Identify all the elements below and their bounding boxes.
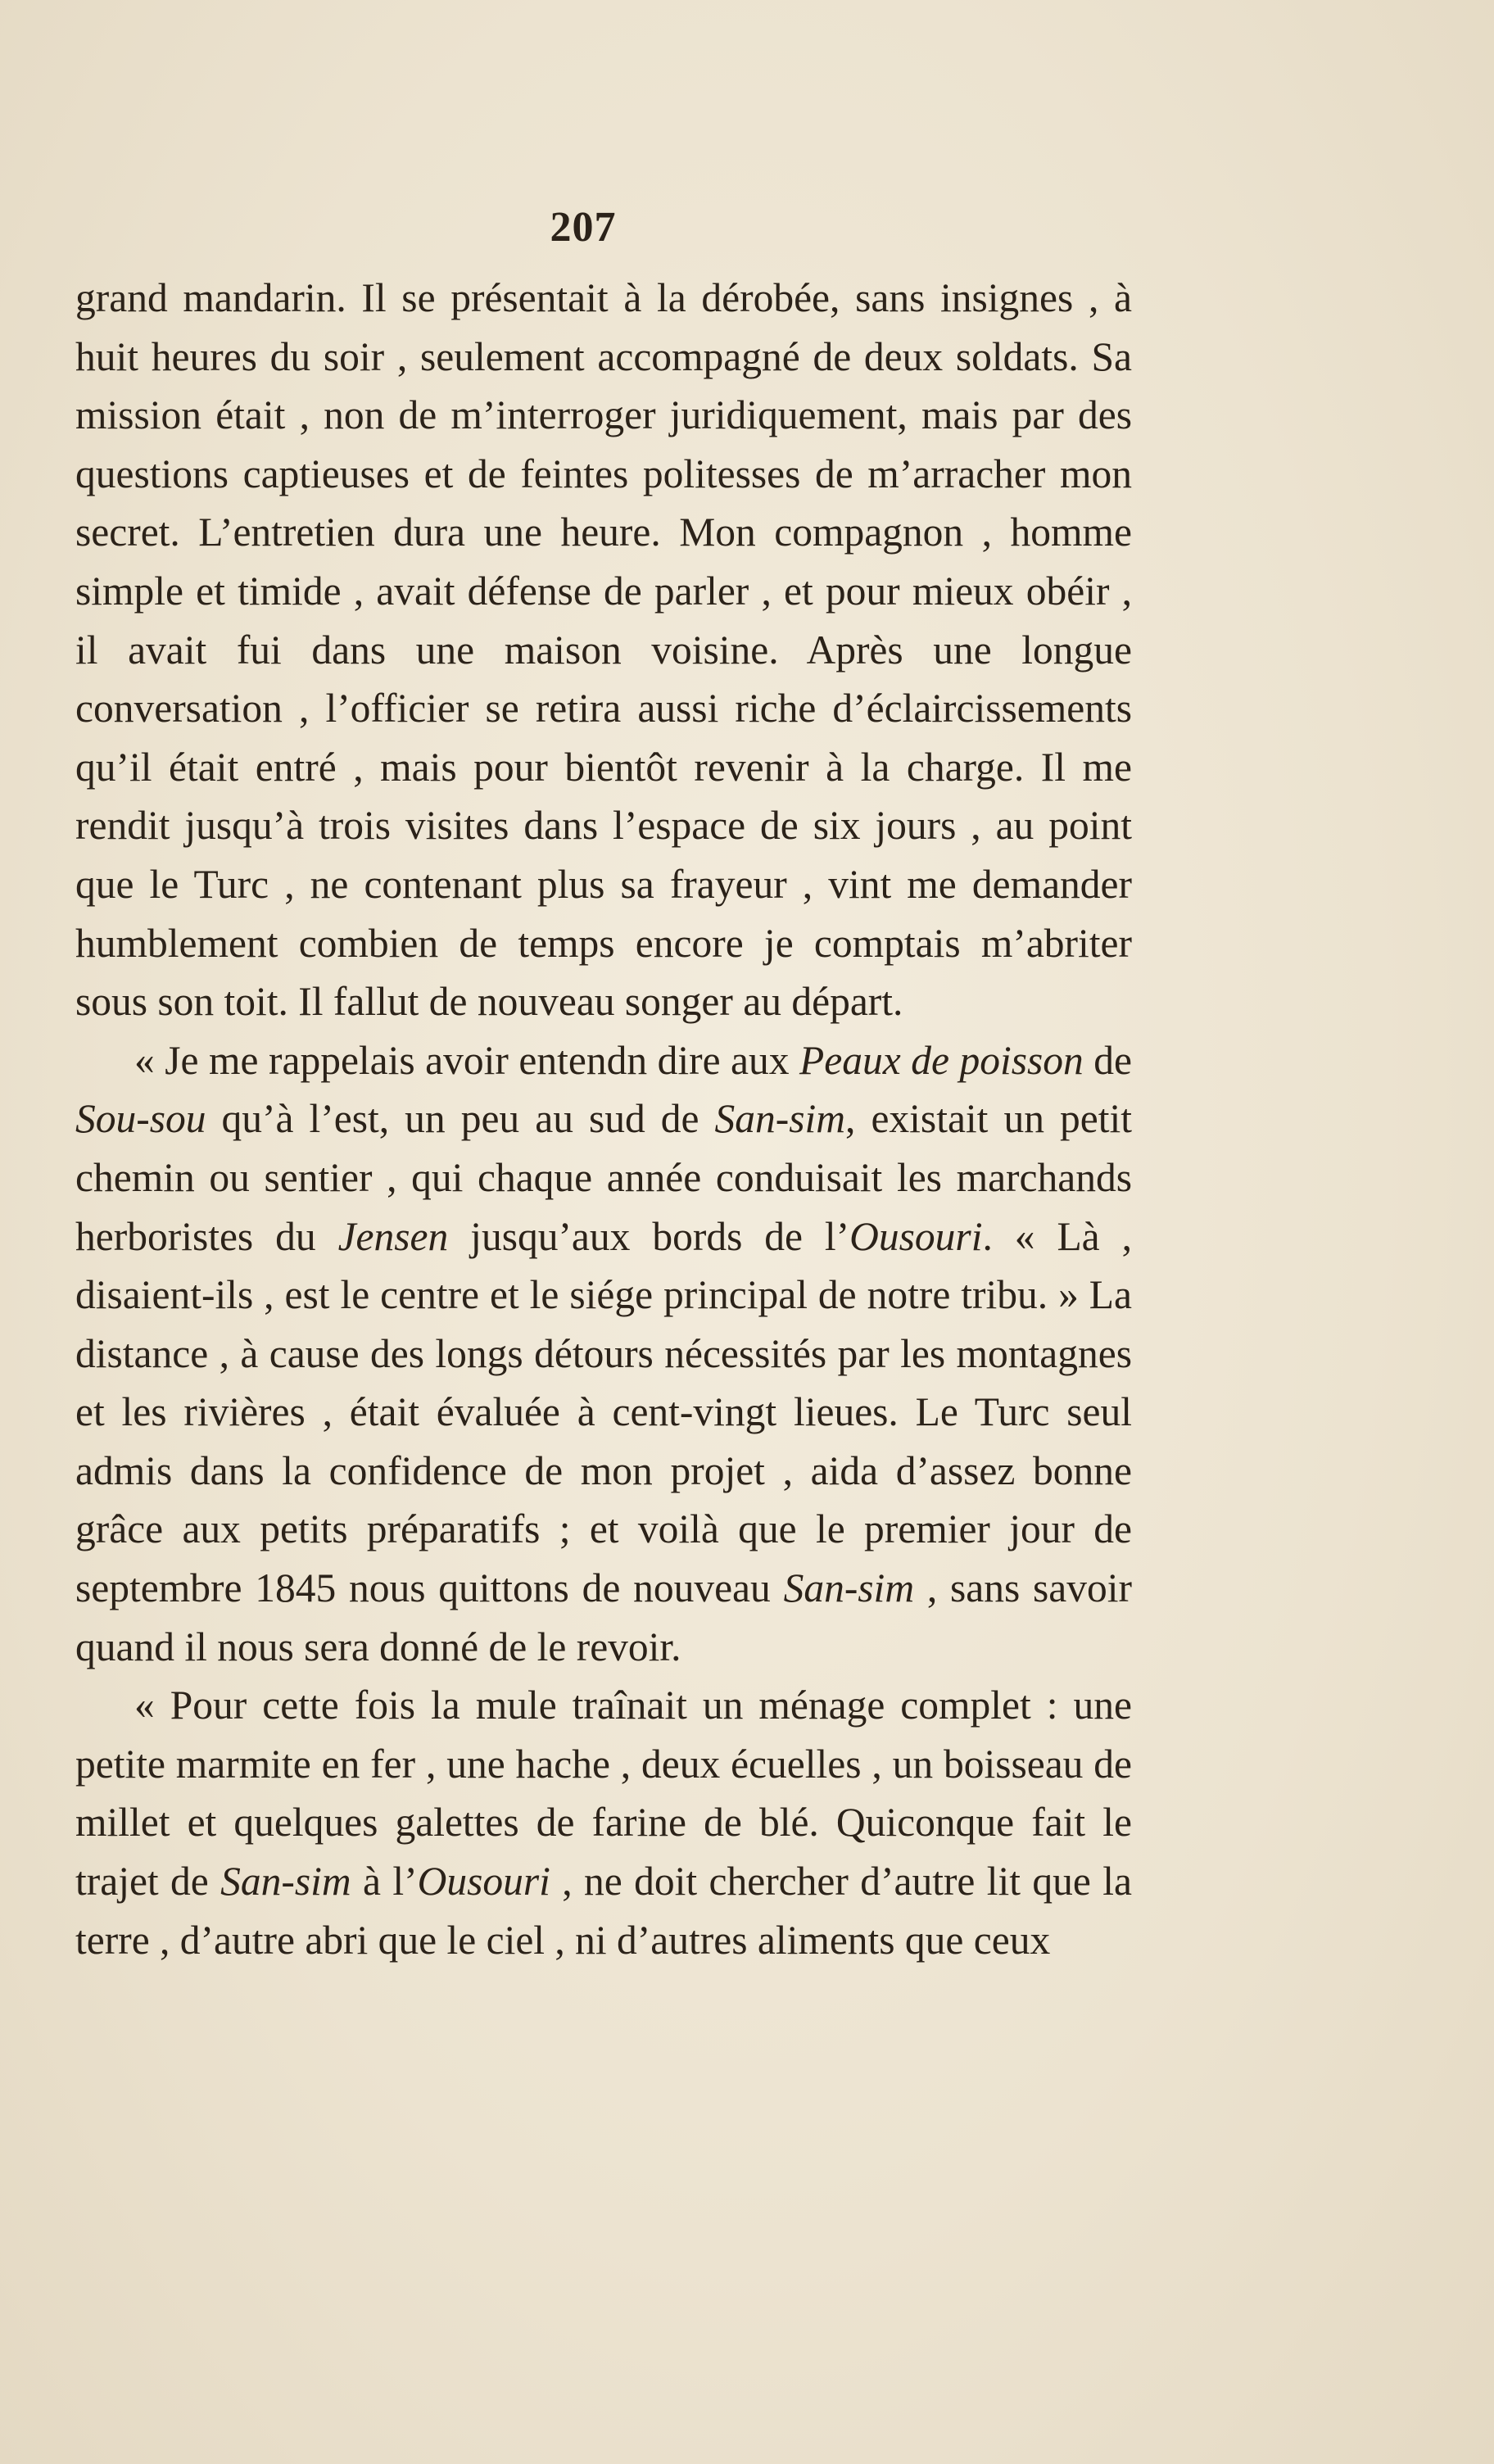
italic-text: Ousouri xyxy=(417,1859,550,1905)
italic-text: San-sim xyxy=(783,1565,915,1611)
text-run: à l’ xyxy=(351,1859,418,1905)
text-run: grand mandarin. Il se présentait à la dérobée, sans insignes , à huit heures du soir , seulement accompagné de deux soldats. Sa mission était , non de m’interroger juridiquement, mais par des questions captieuses et de feintes politesses de m’arracher mon secret. L’entretien dura une heure. Mon compagnon , homme simple et timide , avait défense de parler , et pour mieux obéir , il avait fui dans une maison voisine. Après une longue conversation , l’officier se retira aussi riche d’éclaircissements qu’il était entré , mais pour bientôt revenir à la charge. Il me rendit jusqu’à trois visites dans l’espace de six jours , au point que le Turc , ne contenant plus sa frayeur , vint me demander humblement combien de temps encore je comptais m’abriter sous son toit. Il fallut de nouveau songer au départ. xyxy=(75,275,1132,1025)
body-text xyxy=(75,269,1132,1969)
italic-text: Jensen xyxy=(337,1213,449,1259)
text-run: « Pour cette fois la mule traînait un ménage complet : une petite marmite en fer , une hache , deux écuelles , un boisseau de millet et quelques galettes de farine de blé. Quiconque fait le trajet de xyxy=(75,1683,1132,1905)
text-run: , ne doit chercher d’autre lit que la terre , d’autre abri que le ciel , ni d’autres aliments que ceux xyxy=(75,1859,1132,1963)
text-run: qu’à l’est, un peu au sud de xyxy=(206,1096,715,1142)
text-run: de xyxy=(1083,1037,1132,1083)
italic-text: Peaux de poisson xyxy=(799,1037,1084,1083)
page-number: 207 xyxy=(550,204,617,251)
text-run: « Je me rappelais avoir entendn dire aux xyxy=(134,1037,800,1083)
text-run: , sans savoir quand il nous sera donné de le revoir. xyxy=(75,1565,1132,1669)
text-run: . « Là , disaient-ils , est le centre et le siége principal de notre tribu. » La distance , à cause des longs détours nécessités par les montagnes et les rivières , était évaluée à cent-vingt lieues. Le Turc seul admis dans la confidence de mon projet , aida d’assez bonne grâce aux petits préparatifs ; et voilà que le premier jour de septembre 1845 nous quittons de nouveau xyxy=(75,1213,1132,1611)
paragraph xyxy=(75,1031,1132,1677)
italic-text: Sou-sou xyxy=(75,1096,206,1142)
text-run: , existait un petit chemin ou sentier , qui chaque année conduisait les marchands herboristes du xyxy=(75,1096,1132,1259)
text-run: jusqu’aux bords de l’ xyxy=(448,1213,850,1259)
paragraph xyxy=(75,1676,1132,1969)
italic-text: Ousouri xyxy=(849,1213,983,1259)
italic-text: San-sim xyxy=(714,1096,846,1142)
italic-text: San-sim xyxy=(220,1859,351,1905)
paragraph xyxy=(75,269,1132,1031)
